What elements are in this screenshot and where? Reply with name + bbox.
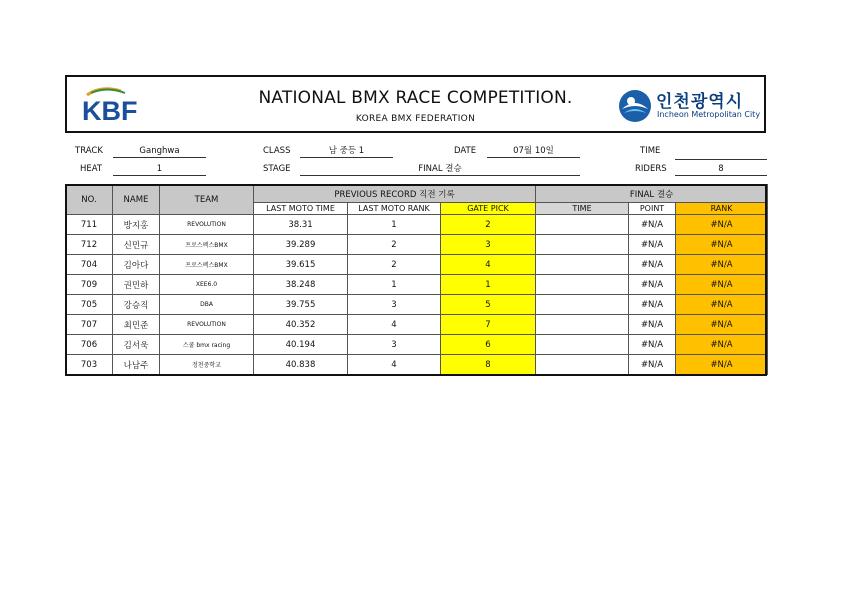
cell-point: #N/A (629, 335, 676, 355)
cell-name: 김아다 (113, 255, 160, 275)
incheon-logo (618, 89, 761, 123)
cell-last-moto-rank: 4 (348, 355, 441, 375)
header-gate-pick: GATE PICK (441, 203, 536, 215)
heat-value: 1 (113, 163, 206, 176)
class-value: 남 중등 1 (300, 145, 393, 158)
cell-name: 신민규 (113, 235, 160, 255)
cell-team: XEE6.0 (160, 275, 254, 295)
cell-name: 방지홍 (113, 215, 160, 235)
cell-gate-pick: 1 (441, 275, 536, 295)
table-row (66, 215, 768, 235)
cell-point: #N/A (629, 315, 676, 335)
cell-time (536, 355, 629, 375)
cell-last-moto-time: 40.352 (254, 315, 348, 335)
cell-team: 프로스펙스BMX (160, 255, 254, 275)
header-last-moto-time: LAST MOTO TIME (254, 203, 348, 215)
cell-gate-pick: 5 (441, 295, 536, 315)
table-row (66, 355, 768, 375)
date-value: 07월 10일 (487, 145, 580, 158)
table-row (66, 335, 768, 355)
cell-gate-pick: 3 (441, 235, 536, 255)
cell-last-moto-rank: 3 (348, 295, 441, 315)
cell-no: 705 (66, 295, 113, 315)
cell-last-moto-time: 39.289 (254, 235, 348, 255)
header-point: POINT (629, 203, 676, 215)
header-team: TEAM (160, 185, 254, 215)
header-previous-record: PREVIOUS RECORD 직전 기록 (254, 185, 536, 203)
cell-no: 703 (66, 355, 113, 375)
kbf-logo-text: KBF (82, 96, 138, 123)
header-rank: RANK (676, 203, 768, 215)
cell-no: 706 (66, 335, 113, 355)
cell-team: 정천중학교 (160, 355, 254, 375)
cell-last-moto-time: 40.194 (254, 335, 348, 355)
cell-time (536, 335, 629, 355)
header-last-moto-rank: LAST MOTO RANK (348, 203, 441, 215)
cell-time (536, 255, 629, 275)
class-label: CLASS (263, 146, 291, 156)
stage-label: STAGE (263, 164, 291, 174)
cell-last-moto-rank: 4 (348, 315, 441, 335)
header-final: FINAL 결승 (536, 185, 768, 203)
table-row (66, 315, 768, 335)
cell-team: DBA (160, 295, 254, 315)
cell-gate-pick: 2 (441, 215, 536, 235)
cell-last-moto-time: 38.31 (254, 215, 348, 235)
cell-point: #N/A (629, 255, 676, 275)
cell-gate-pick: 6 (441, 335, 536, 355)
cell-last-moto-time: 39.615 (254, 255, 348, 275)
heat-label: HEAT (80, 164, 103, 174)
cell-time (536, 235, 629, 255)
cell-name: 최민준 (113, 315, 160, 335)
table-row (66, 295, 768, 315)
incheon-logo-korean: 인천광역시 (656, 92, 744, 112)
cell-rank: #N/A (676, 315, 768, 335)
cell-team: REVOLUTION (160, 215, 254, 235)
table-row (66, 255, 768, 275)
header-no: NO. (66, 185, 113, 215)
cell-point: #N/A (629, 295, 676, 315)
cell-rank: #N/A (676, 215, 768, 235)
cell-rank: #N/A (676, 295, 768, 315)
header-box (65, 75, 766, 133)
header-time: TIME (536, 203, 629, 215)
page-title: NATIONAL BMX RACE COMPETITION. (258, 88, 573, 108)
cell-team: 스쿨 bmx racing (160, 335, 254, 355)
cell-name: 김서욱 (113, 335, 160, 355)
cell-no: 711 (66, 215, 113, 235)
cell-last-moto-rank: 1 (348, 275, 441, 295)
cell-rank: #N/A (676, 255, 768, 275)
cell-last-moto-time: 39.755 (254, 295, 348, 315)
cell-time (536, 275, 629, 295)
cell-rank: #N/A (676, 355, 768, 375)
cell-point: #N/A (629, 275, 676, 295)
page-subtitle: KOREA BMX FEDERATION (355, 114, 476, 124)
cell-no: 704 (66, 255, 113, 275)
cell-time (536, 215, 629, 235)
riders-label: RIDERS (635, 164, 667, 174)
time-label: TIME (640, 146, 661, 156)
cell-team: 프로스펙스BMX (160, 235, 254, 255)
cell-gate-pick: 7 (441, 315, 536, 335)
cell-rank: #N/A (676, 275, 768, 295)
track-label: TRACK (75, 146, 103, 156)
cell-last-moto-rank: 2 (348, 255, 441, 275)
cell-last-moto-rank: 1 (348, 215, 441, 235)
track-value: Ganghwa (113, 145, 206, 158)
time-value (675, 147, 767, 160)
cell-no: 707 (66, 315, 113, 335)
cell-gate-pick: 4 (441, 255, 536, 275)
cell-point: #N/A (629, 235, 676, 255)
cell-time (536, 295, 629, 315)
cell-time (536, 315, 629, 335)
cell-point: #N/A (629, 355, 676, 375)
incheon-logo-english: Incheon Metropolitan City (657, 110, 761, 119)
cell-name: 권민하 (113, 275, 160, 295)
table-row (66, 275, 768, 295)
header-name: NAME (113, 185, 160, 215)
cell-no: 709 (66, 275, 113, 295)
cell-last-moto-time: 38.248 (254, 275, 348, 295)
incheon-emblem-icon (618, 89, 652, 123)
results-table (65, 184, 768, 375)
cell-last-moto-rank: 2 (348, 235, 441, 255)
riders-value: 8 (675, 163, 767, 176)
cell-last-moto-rank: 3 (348, 335, 441, 355)
date-label: DATE (454, 146, 477, 156)
cell-no: 712 (66, 235, 113, 255)
table-row (66, 235, 768, 255)
cell-name: 강승직 (113, 295, 160, 315)
stage-value: FINAL 결승 (300, 163, 580, 176)
cell-rank: #N/A (676, 335, 768, 355)
cell-gate-pick: 8 (441, 355, 536, 375)
cell-rank: #N/A (676, 235, 768, 255)
cell-name: 나남주 (113, 355, 160, 375)
cell-last-moto-time: 40.838 (254, 355, 348, 375)
cell-team: REVOLUTION (160, 315, 254, 335)
cell-point: #N/A (629, 215, 676, 235)
